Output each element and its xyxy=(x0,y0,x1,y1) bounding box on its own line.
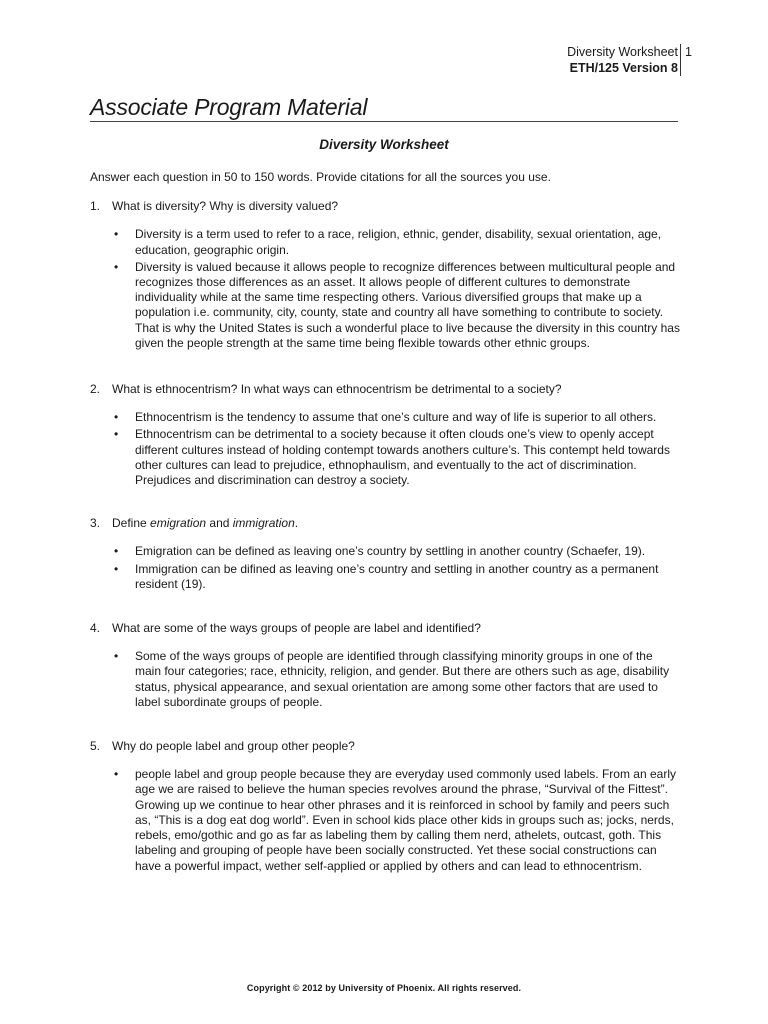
instructions: Answer each question in 50 to 150 words. Provide citations for all the sources you use. xyxy=(90,170,551,184)
header-course-version: ETH/125 Version 8 xyxy=(569,61,678,75)
question-block-4 xyxy=(90,621,680,710)
question-text-mid: and xyxy=(206,516,233,531)
question-block-1 xyxy=(90,199,680,351)
question-text-suffix: . xyxy=(294,516,299,531)
bullet-icon: • xyxy=(114,410,119,425)
answer-item xyxy=(114,260,680,351)
worksheet-body xyxy=(90,170,680,899)
bullet-icon: • xyxy=(114,544,119,559)
answer-item xyxy=(114,767,680,873)
answer-item xyxy=(114,227,680,257)
answer-list xyxy=(90,767,680,873)
answer-list xyxy=(90,649,680,710)
program-title: Associate Program Material xyxy=(90,94,368,120)
page-number: 1 xyxy=(685,45,692,59)
answer-item xyxy=(114,427,680,488)
question-1 xyxy=(90,199,680,214)
title-rule xyxy=(90,121,678,122)
question-text xyxy=(112,516,680,531)
question-number: 2. xyxy=(90,382,101,397)
term-immigration: immigration xyxy=(232,516,295,531)
question-number: 4. xyxy=(90,621,101,636)
bullet-icon: • xyxy=(114,649,119,664)
question-text: Why do people label and group other people? xyxy=(112,739,355,754)
question-5 xyxy=(90,739,680,754)
running-header xyxy=(567,44,678,76)
answer-text: Immigration can be difined as leaving one’s country and settling in another country as a permanent resident (19). xyxy=(135,561,659,591)
answer-text: Some of the ways groups of people are identified through classifying minority groups in one of the main four categories; race, ethnicity, religion, and gender. But there are others such as age, disability status, physical appearance, and sexual orientation are among some other factors that are used to label subordinate groups of people. xyxy=(135,649,670,709)
question-block-3 xyxy=(90,516,680,592)
question-number: 1. xyxy=(90,199,101,214)
question-block-2 xyxy=(90,382,680,488)
bullet-icon: • xyxy=(114,427,119,442)
answer-text: Ethnocentrism is the tendency to assume that one’s culture and way of life is superior to all others. xyxy=(135,410,657,425)
answer-list xyxy=(90,227,680,351)
question-number: 5. xyxy=(90,739,101,754)
term-emigration: emigration xyxy=(150,516,207,531)
bullet-icon: • xyxy=(114,561,119,576)
answer-list xyxy=(90,410,680,488)
question-4 xyxy=(90,621,680,636)
question-3 xyxy=(90,516,680,531)
answer-text: people label and group people because they are everyday used commonly used labels. From an early age we are raised to believe the human species revolves around the phrase, “Survival of the Fittest”. Growing up we continue to hear other phrases and it is reinforced in school by family and peers such as, “This is a dog eat dog world”. Even in school kids place other kids in groups such as; jocks, nerds, rebels, emo/gothic and go as far as labeling them by calling them nerd, athelets, outcast, goth. This labeling and grouping of people have been socially constructed. Yet these social constructions can have a powerful impact, wether self-applied or applied by others and can lead to ethnocentrism. xyxy=(135,767,676,873)
header-doc-name: Diversity Worksheet xyxy=(567,45,678,59)
question-2 xyxy=(90,382,680,397)
question-text: What is ethnocentrism? In what ways can ethnocentrism be detrimental to a society? xyxy=(112,382,562,397)
answer-item xyxy=(114,410,680,425)
answer-text: Emigration can be defined as leaving one’s country by settling in another country (Schaefer, 19). xyxy=(135,544,646,559)
question-text: What is diversity? Why is diversity valued? xyxy=(112,199,339,214)
worksheet-title: Diversity Worksheet xyxy=(319,137,449,152)
question-text: What are some of the ways groups of people are label and identified? xyxy=(112,621,481,636)
copyright-footer: Copyright © 2012 by University of Phoenix. All rights reserved. xyxy=(246,983,522,993)
answer-text: Ethnocentrism can be detrimental to a society because it often clouds one’s view to openly accept different cultures instead of holding contempt towards anothers culture’s. This contempt held towards other cultures can lead to prejudice, ethnophaulism, and eventually to the act of discrimination. Prejudices and discrimination can destroy a society. xyxy=(135,427,670,488)
bullet-icon: • xyxy=(114,227,119,242)
bullet-icon: • xyxy=(114,767,119,782)
answer-text: Diversity is valued because it allows people to recognize differences between multicultural people and recognizes those differences as an asset. It allows people of different cultures to demonstrate individuality while at the same time respecting others. Various diversified groups that make up a population i.e. community, city, county, state and country all have something to contribute to society. That is why the United States is such a wonderful place to live because the diversity in this country has given the people strength at the same time being flexible towards other ethnic groups. xyxy=(135,259,680,350)
question-number: 3. xyxy=(90,516,101,531)
bullet-icon: • xyxy=(114,259,119,274)
header-divider xyxy=(680,44,681,76)
answer-list xyxy=(90,544,680,592)
question-block-5 xyxy=(90,739,680,874)
question-text-prefix: Define xyxy=(112,516,151,531)
answer-item xyxy=(114,649,680,710)
answer-text: Diversity is a term used to refer to a race, religion, ethnic, gender, disability, sexual orientation, age, education, geographic origin. xyxy=(135,227,662,257)
answer-item xyxy=(114,544,680,559)
answer-item xyxy=(114,562,680,592)
